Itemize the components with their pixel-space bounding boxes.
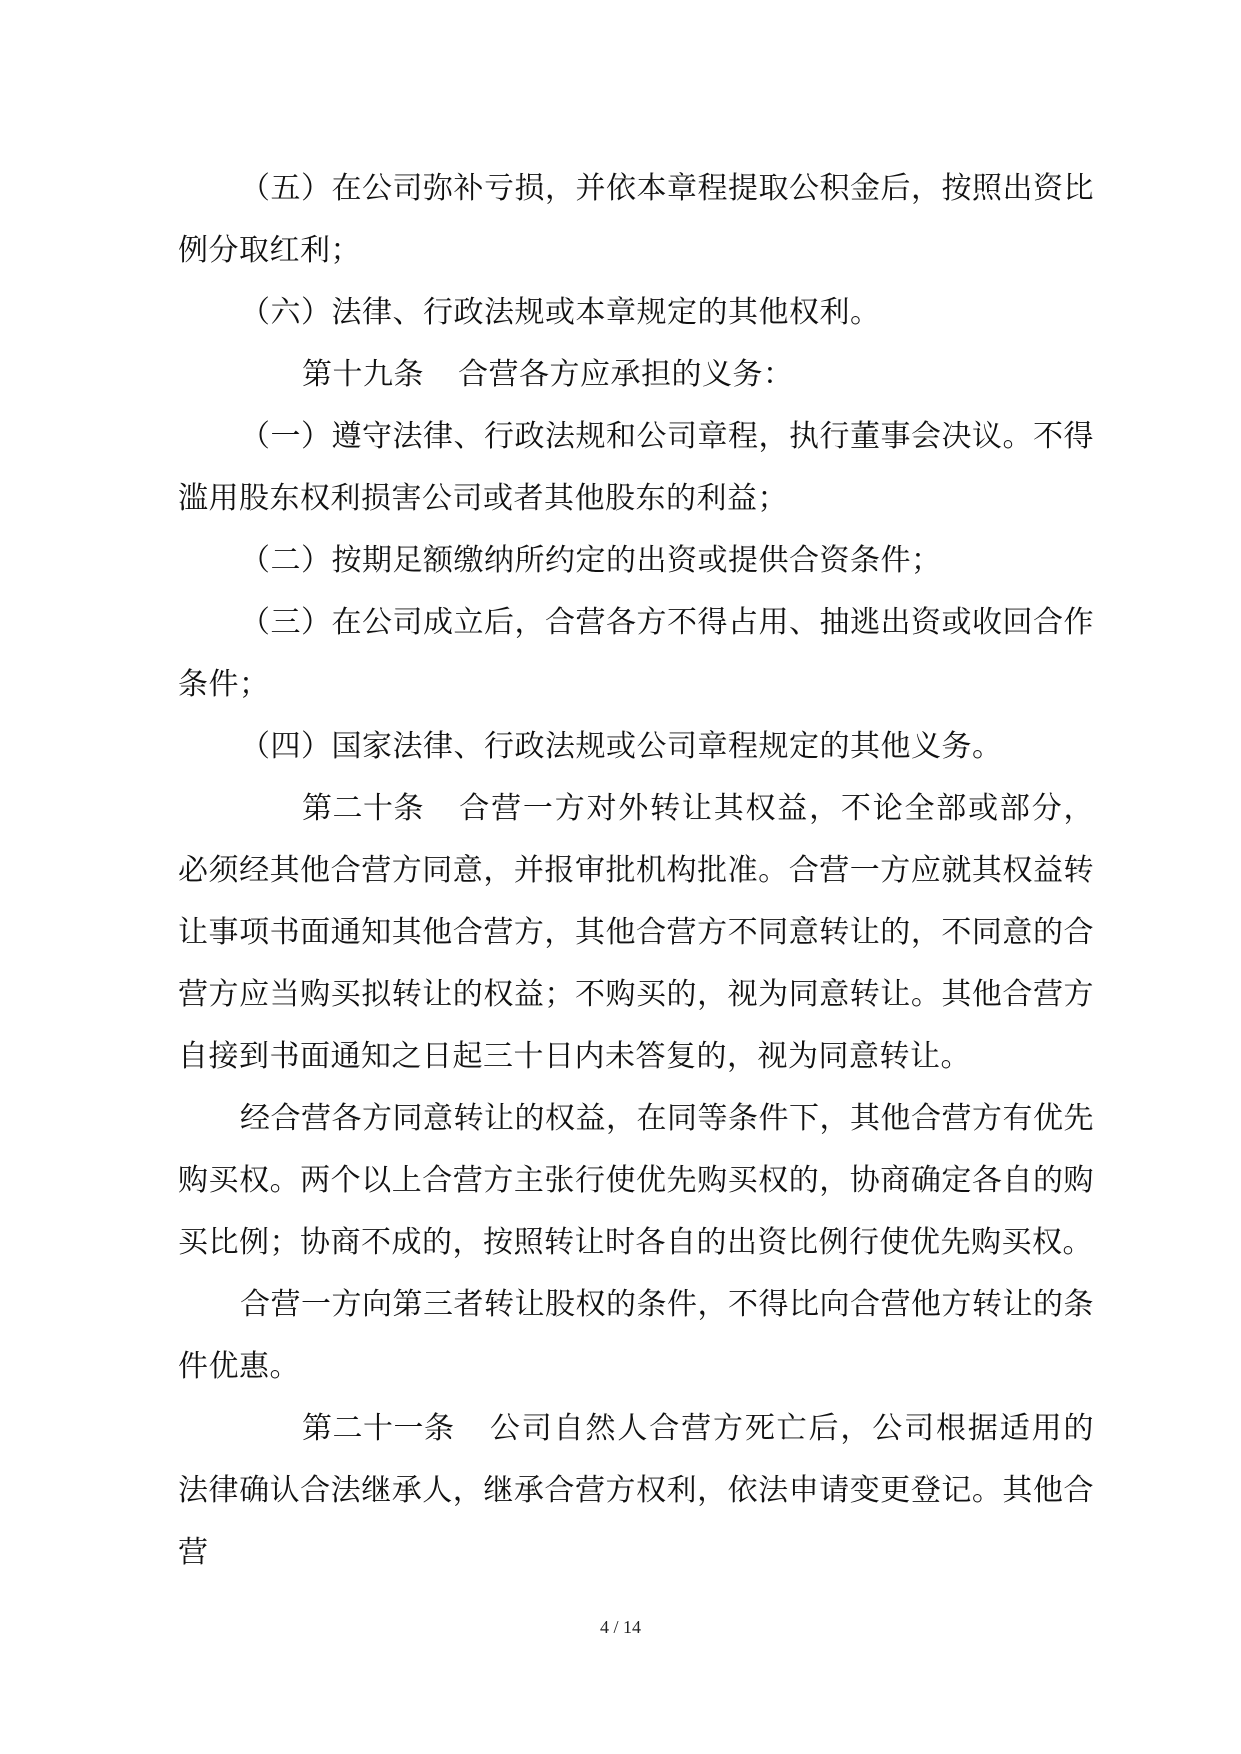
paragraph-text: （三）在公司成立后，合营各方不得占用、抽逃出资或收回合作条件； [178,605,1094,702]
article-number: 第十九条 [302,357,424,392]
paragraph-item-5 [178,158,1094,282]
article-19-heading [178,344,1094,406]
paragraph-text: （五）在公司弥补亏损，并依本章程提取公积金后，按照出资比例分取红利； [178,171,1094,268]
paragraph-text: （六）法律、行政法规或本章规定的其他权利。 [240,295,881,330]
article-number: 第二十一条 [302,1411,455,1446]
paragraph-obligation-2 [178,530,1094,592]
paragraph-obligation-1 [178,406,1094,530]
article-text: 公司自然人合营方死亡后，公司根据适用的法律确认合法继承人，继承合营方权利，依法申请变更登记。其他合营 [178,1411,1094,1570]
body-text [178,158,1094,1584]
paragraph-item-6 [178,282,1094,344]
paragraph-obligation-4 [178,716,1094,778]
paragraph-text: （一）遵守法律、行政法规和公司章程，执行董事会决议。不得滥用股东权利损害公司或者其他股东的利益； [178,419,1094,516]
paragraph-third-party-transfer [178,1274,1094,1398]
paragraph-text: 经合营各方同意转让的权益，在同等条件下，其他合营方有优先购买权。两个以上合营方主张行使优先购买权的，协商确定各自的购买比例；协商不成的，按照转让时各自的出资比例行使优先购买权。 [178,1101,1094,1260]
page-number: 4 / 14 [599,1617,641,1637]
paragraph-text: 合营一方向第三者转让股权的条件，不得比向合营他方转让的条件优惠。 [178,1287,1094,1384]
paragraph-preemptive-right [178,1088,1094,1274]
paragraph-text: （二）按期足额缴纳所约定的出资或提供合资条件； [240,543,942,578]
article-text: 合营一方对外转让其权益，不论全部或部分，必须经其他合营方同意，并报审批机构批准。合营一方应就其权益转让事项书面通知其他合营方，其他合营方不同意转让的，不同意的合营方应当购买拟转让的权益；不购买的，视为同意转让。其他合营方自接到书面通知之日起三十日内未答复的，视为同意转让。 [178,791,1094,1074]
paragraph-obligation-3 [178,592,1094,716]
paragraph-text: （四）国家法律、行政法规或公司章程规定的其他义务。 [240,729,1003,764]
article-text: 合营各方应承担的义务： [458,357,794,392]
article-20 [178,778,1094,1088]
article-number: 第二十条 [302,791,424,826]
article-21 [178,1398,1094,1584]
